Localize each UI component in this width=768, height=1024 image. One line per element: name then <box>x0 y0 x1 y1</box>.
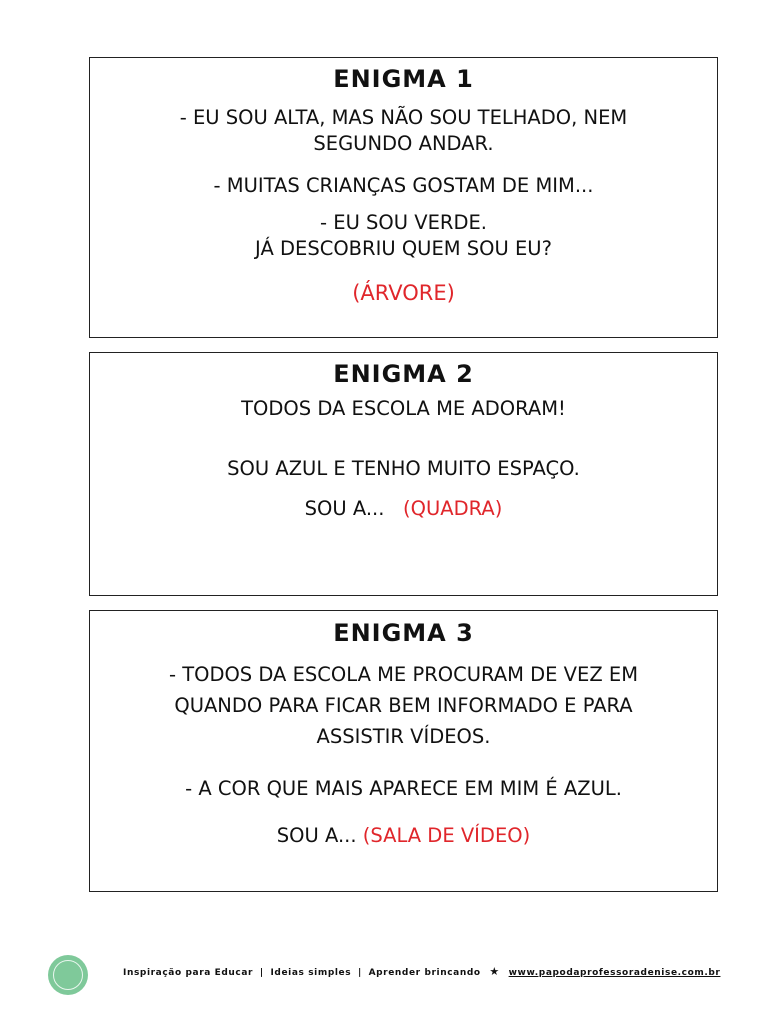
riddle-line: SOU A... <box>276 824 357 847</box>
footer-tagline <box>123 965 720 978</box>
riddle-line: - TODOS DA ESCOLA ME PROCURAM DE VEZ EM <box>168 663 639 686</box>
riddle-line: SOU AZUL E TENHO MUITO ESPAÇO. <box>227 457 580 480</box>
riddle-answer: (ÁRVORE) <box>352 281 455 305</box>
riddle-line: - A COR QUE MAIS APARECE EM MIM É AZUL. <box>185 777 622 800</box>
riddle-line: - EU SOU VERDE. <box>320 211 487 234</box>
tagline-ideas: Ideias simples <box>270 968 352 978</box>
page-footer <box>0 953 768 993</box>
riddle-title: ENIGMA 1 <box>333 65 474 93</box>
riddle-line: SOU A... <box>304 497 385 520</box>
riddle-title: ENIGMA 3 <box>333 619 474 647</box>
riddle-title: ENIGMA 2 <box>333 360 474 388</box>
riddle-line: - MUITAS CRIANÇAS GOSTAM DE MIM... <box>213 174 594 197</box>
website-link[interactable]: www.papodaprofessoradenise.com.br <box>508 968 721 978</box>
riddle-line: QUANDO PARA FICAR BEM INFORMADO E PARA <box>174 694 633 717</box>
riddle-line: SEGUNDO ANDAR. <box>313 132 494 155</box>
circle-logo-icon <box>53 960 83 990</box>
riddle-answer: (SALA DE VÍDEO) <box>362 824 531 847</box>
riddle-card-1 <box>89 57 718 338</box>
riddle-answer-line <box>90 496 717 522</box>
site-logo <box>48 955 88 995</box>
riddle-line: JÁ DESCOBRIU QUEM SOU EU? <box>255 237 552 260</box>
riddle-paragraph <box>90 659 717 752</box>
separator: | <box>259 968 264 978</box>
riddle-line: ASSISTIR VÍDEOS. <box>316 725 491 748</box>
riddle-answer-line <box>90 823 717 849</box>
tagline-inspiration: Inspiração para Educar <box>123 968 254 978</box>
riddle-line: TODOS DA ESCOLA ME ADORAM! <box>241 397 566 420</box>
riddle-line: - EU SOU ALTA, MAS NÃO SOU TELHADO, NEM <box>179 106 628 129</box>
separator: | <box>357 968 362 978</box>
star-icon: ★ <box>489 965 500 978</box>
tagline-learn: Aprender brincando <box>368 968 481 978</box>
riddle-answer: (QUADRA) <box>403 497 503 520</box>
riddle-card-3 <box>89 610 718 892</box>
riddle-card-2 <box>89 352 718 596</box>
